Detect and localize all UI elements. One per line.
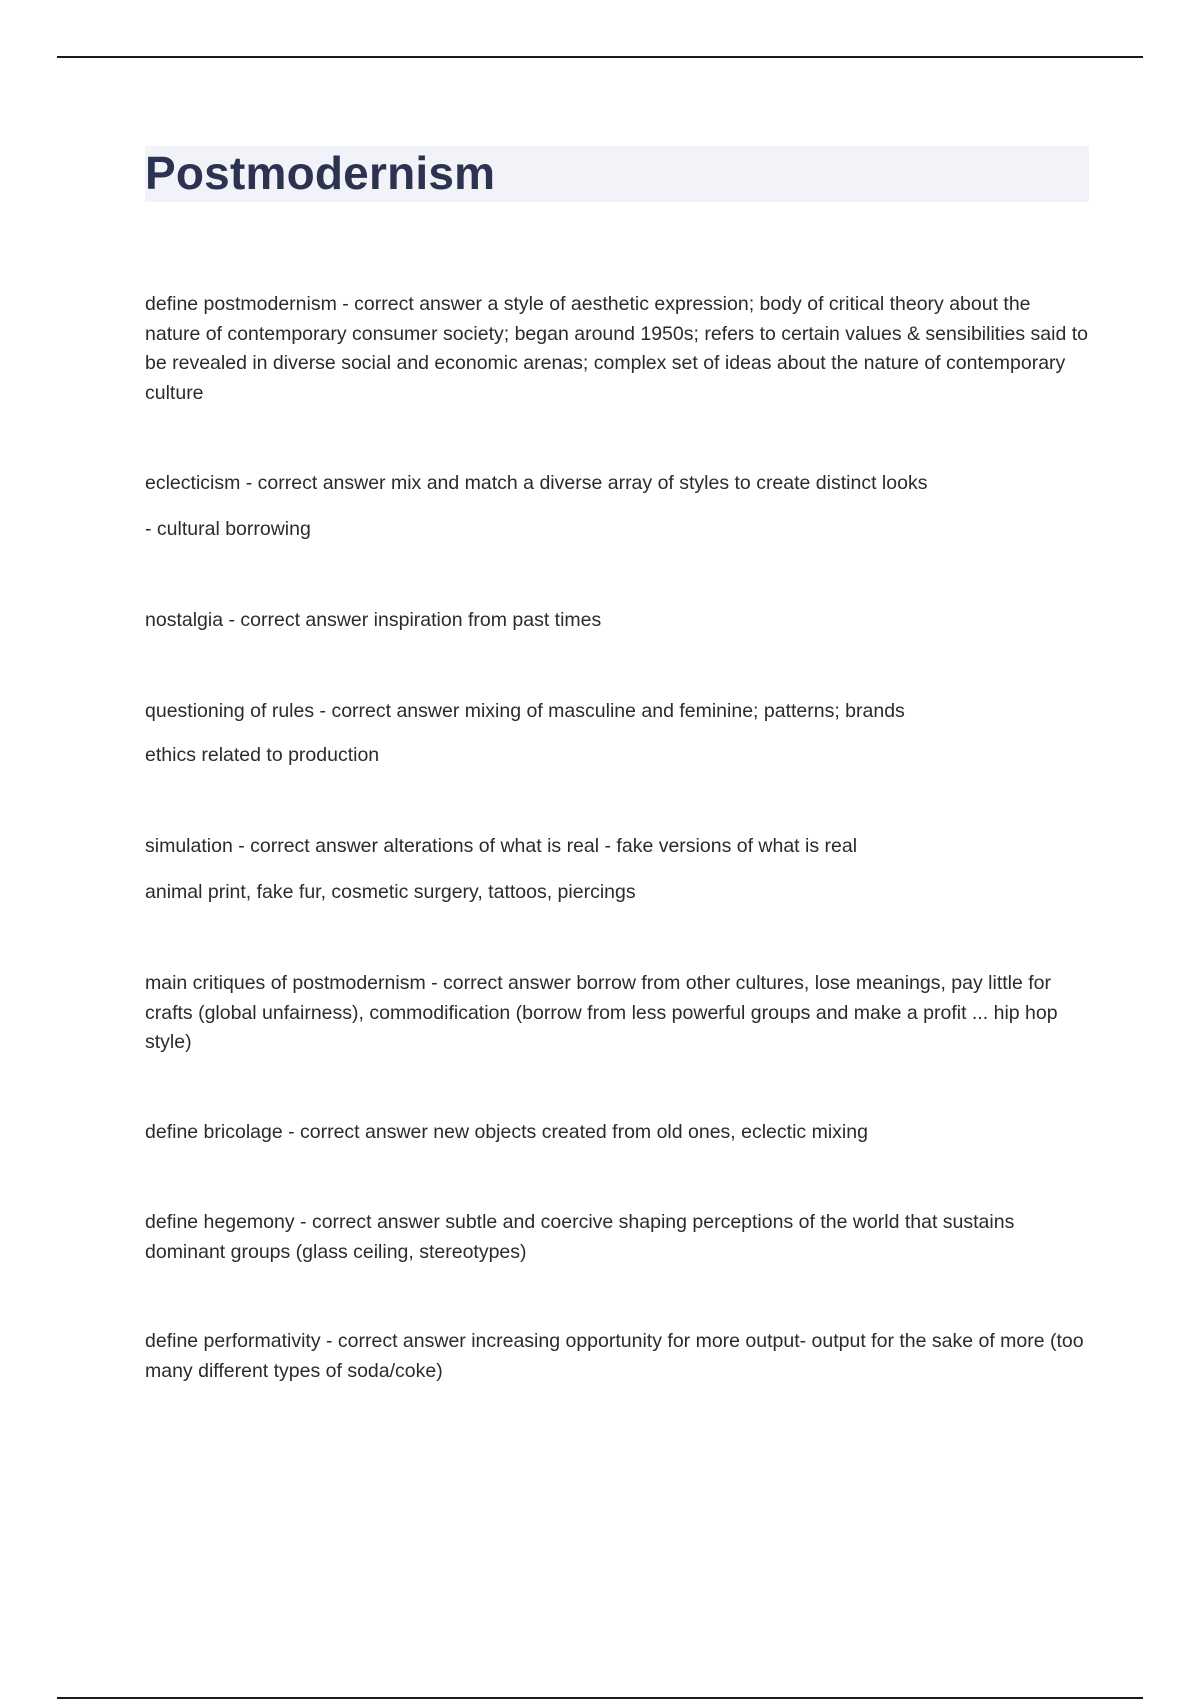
entry-define-hegemony: define hegemony - correct answer subtle and coercive shaping perceptions of the world that sustains dominant groups (glass ceiling, stereotypes): [145, 1211, 1015, 1263]
top-rule: [57, 56, 1143, 58]
entry-ethics-related-to-production: ethics related to production: [145, 744, 380, 766]
entry-nostalgia: nostalgia - correct answer inspiration from past times: [145, 609, 602, 631]
entry-define-performativity: define performativity - correct answer increasing opportunity for more output- output for the sake of more (too many different types of soda/coke): [145, 1330, 1084, 1382]
entry-simulation: simulation - correct answer alterations of what is real - fake versions of what is real: [145, 835, 858, 857]
entry-define-bricolage: define bricolage - correct answer new objects created from old ones, eclectic mixing: [145, 1121, 868, 1143]
entry-simulation-examples: animal print, fake fur, cosmetic surgery, tattoos, piercings: [145, 881, 636, 903]
bottom-rule: [57, 1697, 1143, 1699]
entry-main-critiques: main critiques of postmodernism - correct answer borrow from other cultures, lose meanings, pay little for crafts (global unfairness), commodification (borrow from less powerful groups and make a profit ... hip hop style): [145, 972, 1058, 1053]
entry-questioning-of-rules: questioning of rules - correct answer mixing of masculine and feminine; patterns; brands: [145, 700, 905, 722]
entry-define-postmodernism: define postmodernism - correct answer a style of aesthetic expression; body of critical theory about the nature of contemporary consumer society; began around 1950s; refers to certain values & sensibilities said to be revealed in diverse social and economic arenas; complex set of ideas about the nature of contemporary culture: [145, 293, 1089, 404]
page-title: Postmodernism: [145, 147, 496, 199]
entry-cultural-borrowing: - cultural borrowing: [145, 518, 311, 540]
entry-eclecticism: eclecticism - correct answer mix and match a diverse array of styles to create distinct looks: [145, 472, 928, 494]
